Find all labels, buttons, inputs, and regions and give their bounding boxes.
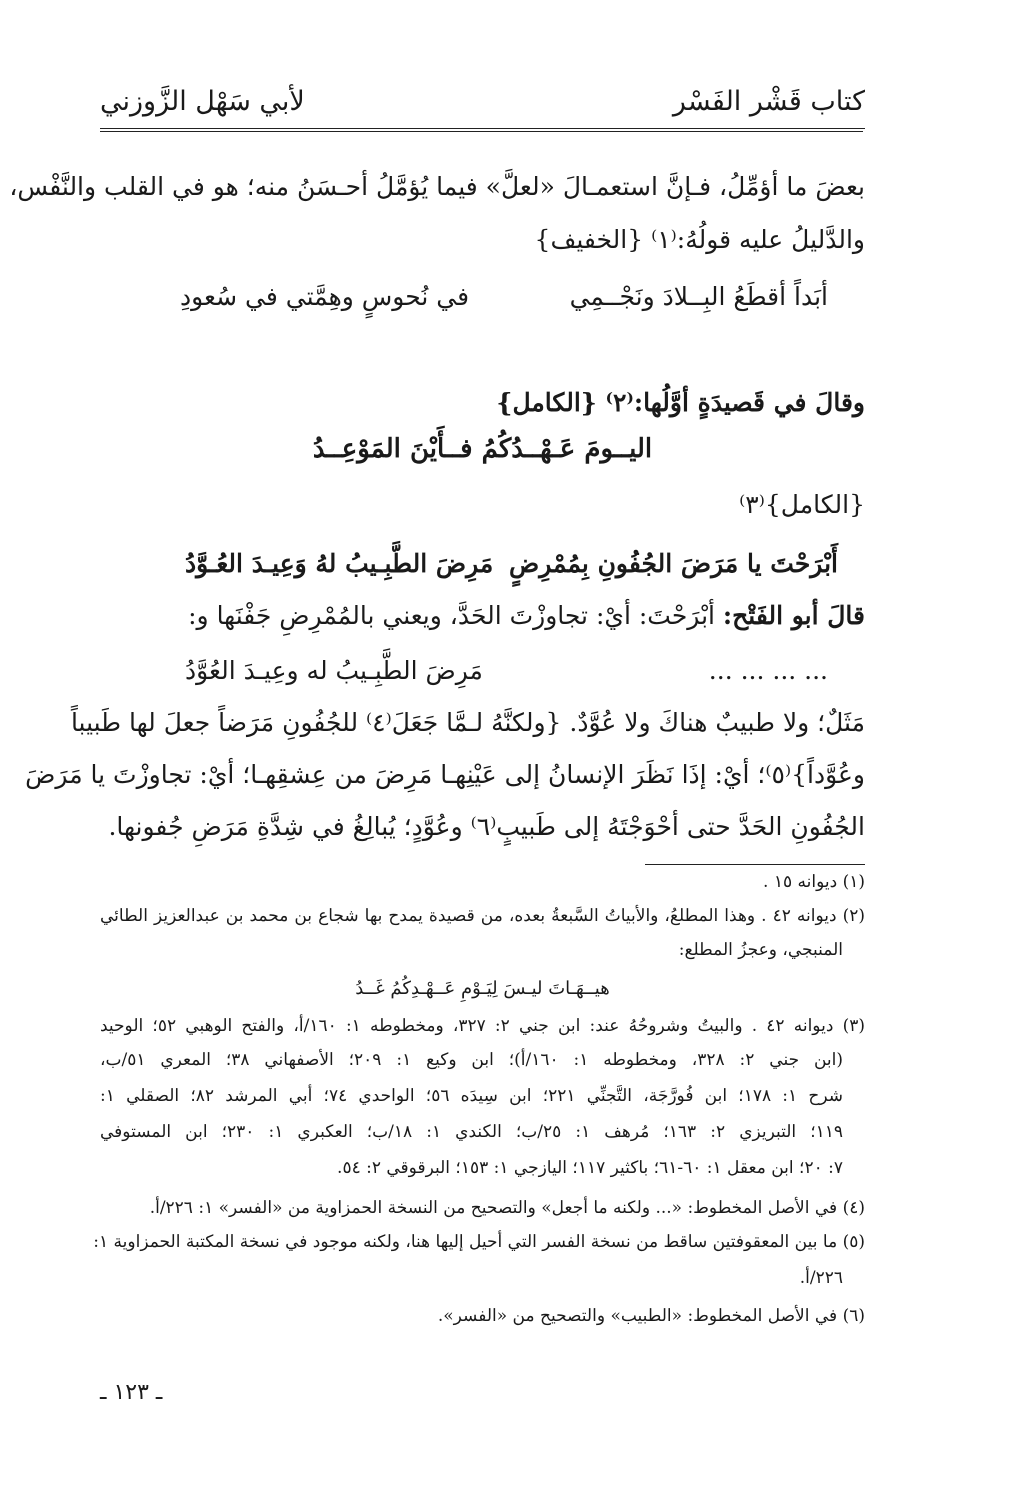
- running-header-author: لأبي سَهْل الزَّوزني: [100, 86, 305, 117]
- paragraph-3-line-2: وعُوَّداً}⁽٥⁾؛ أيْ: إذَا نَظَرَ الإنسانُ إلى عَيْنِهـا مَرِضَ من عِشقِهـا؛ أيْ: تجاوزْتَ يا مَرَضَ: [25, 760, 865, 789]
- verse-1-second-hemistich: في نُحوسٍ وهِمَّتي في سُعودِ: [180, 282, 470, 311]
- verse-4-ellipsis: ... ... ... ...: [708, 656, 828, 685]
- running-header-title: كتاب قَشْر الفَسْر: [672, 86, 865, 117]
- paragraph-3-line-1: مَثَلٌ؛ ولا طبيبٌ هناكَ ولا عُوَّدٌ. {ولكنَّهُ لـمَّا جَعَلَ⁽٤⁾ للجُفُونِ مَرَضاً جعلَ لها طَبيباً: [70, 708, 865, 737]
- paragraph-1-line-1: بعضَ ما أؤمِّلُ، فـإنَّ استعمـالَ «لعلَّ» فيما يُؤمَّلُ أحـسَنُ منه؛ هو في القلب والنَّفْس،: [9, 172, 865, 201]
- footnote-3-line-1: (٣) ديوانه ٤٢ . والبيتُ وشروحُهُ عند: ابن جني ٢: ٣٢٧، ومخطوطه ١: ١٦٠/أ، والفتح الوهبي ٥٢؛ الوحيد: [100, 1016, 865, 1036]
- commentary-line: [100, 601, 865, 630]
- footnote-3-line-4: ١١٩؛ التبريزي ٢: ١٦٣؛ مُرهف ١: ٢٥/ب؛ الكندي ١: ١٨/ب؛ العكبري ١: ٢٣٠؛ ابن المستوفي: [100, 1122, 844, 1142]
- verse-2-opening: اليــومَ عَـهْــدُكُمُ فــأَيْنَ المَوْعِــدُ: [312, 434, 653, 464]
- footnote-2-verse: هيــهَـاتَ ليـسَ لِيَـوْمِ عَــهْـدِكُمُ غَــدُ: [355, 978, 610, 999]
- footnote-3-line-2: (ابن جني ٢: ٣٢٨، ومخطوطه ١: ١٦٠/أ)؛ ابن وكيع ١: ٢٠٩؛ الأصفهاني ٣٨؛ المعري ٥١/ب،: [100, 1050, 843, 1070]
- paragraph-2-line: وقالَ في قَصيدَةٍ أوَّلُها:⁽٢⁾ {الكامل}: [496, 388, 865, 417]
- footnote-2-line-2: المنبجي، وعجزُ المطلع:: [678, 940, 843, 960]
- paragraph-3-line-3: الجُفُونِ الحَدَّ حتى أحْوَجْتَهُ إلى طَبيبٍ⁽٦⁾ وعُوَّدٍ؛ يُبالِغُ في شِدَّةِ مَرَضِ جُفونها.: [108, 812, 865, 841]
- footnote-1: (١) ديوانه ١٥ .: [763, 872, 865, 892]
- verse-4-second-hemistich: مَرِضَ الطَّبِـيبُ له وعِيـدَ العُوَّدُ: [185, 656, 483, 685]
- footnote-separator: [645, 864, 865, 865]
- footnote-4: (٤) في الأصل المخطوط: «... ولكنه ما أجعل» والتصحيح من النسخة الحمزاوية من «الفسر» ١: ٢٢٦/أ.: [149, 1198, 865, 1218]
- page-number: ـ ١٢٣ ـ: [100, 1380, 163, 1405]
- paragraph-1-line-2: والدَّليلُ عليه قولُهُ:⁽١⁾ {الخفيف}: [534, 225, 865, 254]
- header-rule-thin: [100, 131, 863, 132]
- footnote-3-line-5: ٧: ٢٠؛ ابن معقل ١: ٦٠-٦١؛ باكثير ١١٧؛ اليازجي ١: ١٥٣؛ البرقوقي ٢: ٥٤.: [337, 1158, 843, 1178]
- commentary-speaker: قالَ أبو الفَتْح:: [722, 601, 865, 630]
- verse-3-first-hemistich: أَبْرَحْتَ يا مَرَضَ الجُفُونِ بِمُمْرِضٍ: [508, 549, 838, 578]
- footnote-3-line-3: شرح ١: ١٧٨؛ ابن فُورَّجَة، التَّجنِّي ٢٢١؛ ابن سِيدَه ٥٦؛ الواحدي ٧٤؛ أبي المرشد ٨٢؛ الصقلي ١:: [100, 1086, 843, 1106]
- footnote-5-line-2: ٢٢٦/أ.: [799, 1268, 843, 1288]
- commentary-text: أبْرَحْتَ: أيْ: تجاوزْتَ الحَدَّ، ويعني بالمُمْرِضِ جَفْنَها و:: [188, 601, 715, 630]
- verse-3-second-hemistich: مَرِضَ الطَّبِـيبُ لهُ وَعِيـدَ العُـوَّدُ: [185, 549, 494, 578]
- footnote-5-line-1: (٥) ما بين المعقوفتين ساقط من نسخة الفسر التي أحيل إليها هنا، ولكنه موجود في نسخة المكتبة الحمزاوية ١:: [93, 1232, 865, 1252]
- meter-label-3: {الكامل}⁽٣⁾: [739, 490, 865, 519]
- footnote-6: (٦) في الأصل المخطوط: «الطبيب» والتصحيح من «الفسر».: [437, 1306, 865, 1326]
- footnote-2-line-1: (٢) ديوانه ٤٢ . وهذا المطلعُ، والأبياتُ السَّبعةُ بعده، من قصيدة يمدح بها شجاع بن محمد بن عبدالعزيز الطائي: [100, 906, 865, 926]
- header-rule: [100, 128, 865, 129]
- verse-1-first-hemistich: أبَداً أقطَعُ البِــلادَ ونَجْــمِي: [569, 282, 828, 311]
